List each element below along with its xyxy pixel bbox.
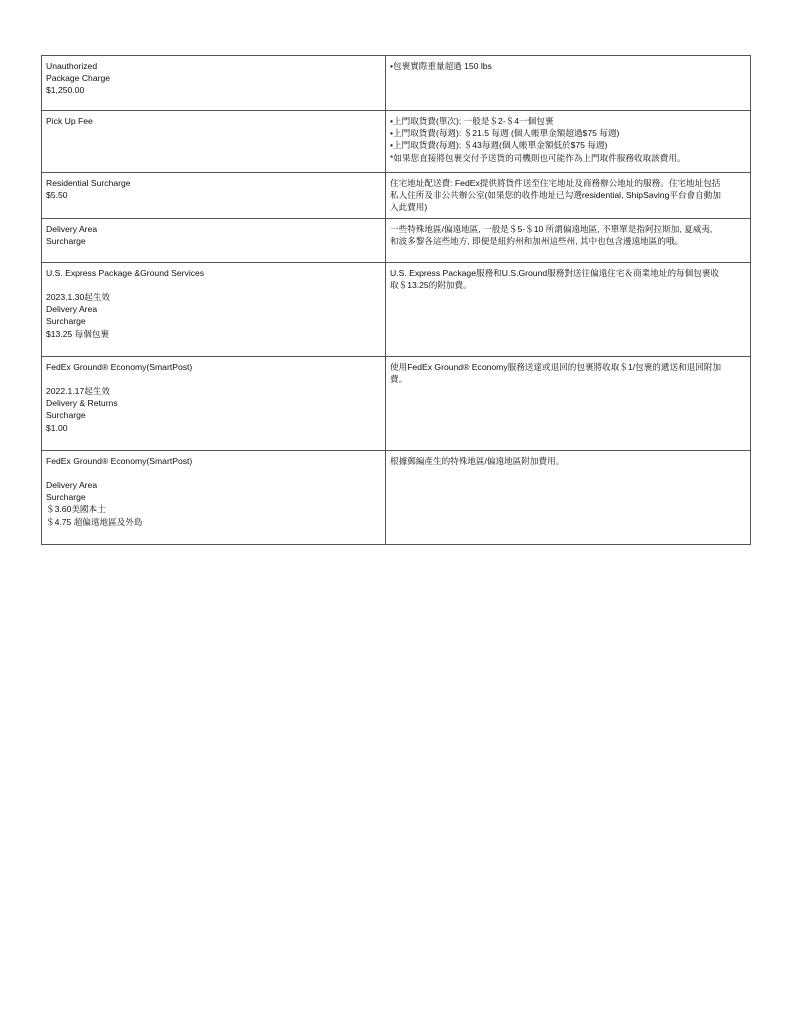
fee-name-line: Residential Surcharge: [46, 178, 131, 188]
fee-name-cell: [42, 450, 386, 544]
blank-line: [46, 373, 381, 385]
fee-description-cell: [386, 218, 751, 262]
fee-name-line: FedEx Ground® Economy(SmartPost): [46, 455, 193, 466]
fee-amount: $1.00: [46, 422, 68, 433]
effective-date: 2023.1.30起生效: [46, 292, 111, 302]
fee-amount: $1,250.00: [46, 85, 85, 96]
fee-amount: ＄4.75 超偏遠地區及外島: [46, 516, 143, 527]
table-row: [42, 262, 751, 356]
fee-description-line: 入此費用): [390, 202, 428, 213]
fee-description-line: 使用FedEx Ground® Economy服務送達或退回的包裹將收取＄1/包裹的遞送和退回附加: [390, 361, 722, 372]
fee-description-cell: [386, 356, 751, 450]
fee-description-line: •包裹實際重量超過 150 lbs: [390, 61, 492, 71]
fee-description-line: •上門取貨費(每週): ＄43每週(個人帳單金額低於$75 每週): [390, 140, 608, 151]
effective-date: 2022.1.17起生效: [46, 386, 111, 396]
fee-description-cell: [386, 262, 751, 356]
fee-description-cell: [386, 111, 751, 173]
fee-description-line: *如果您直接將包裹交付予送貨的司機則也可能作為上門取件服務收取該費用。: [390, 152, 686, 163]
fee-amount: ＄3.60美國本土: [46, 504, 106, 515]
blank-line: [46, 279, 381, 291]
fee-description-line: 住宅地址配送費: FedEx提供將貨件送至住宅地址及商務辦公地址的服務。住宅地址包括: [390, 178, 721, 188]
fee-name-line: Surcharge: [46, 235, 86, 246]
fee-description-cell: [386, 173, 751, 219]
fee-name-cell: [42, 111, 386, 173]
fee-name-line: FedEx Ground® Economy(SmartPost): [46, 361, 193, 372]
fee-name-line: Surcharge: [46, 492, 86, 503]
fee-name-line: Delivery Area: [46, 304, 98, 315]
table-row: [42, 111, 751, 173]
fee-description-line: 根據郵編產生的特殊地區/偏遠地區附加費用。: [390, 455, 565, 466]
fee-name-line: Surcharge: [46, 316, 86, 327]
table-row: [42, 356, 751, 450]
fee-name-line: U.S. Express Package &Ground Services: [46, 267, 205, 278]
fee-name-line: Package Charge: [46, 73, 111, 84]
fee-name-line: Delivery Area: [46, 480, 98, 490]
fee-name-line: Delivery & Returns: [46, 398, 118, 409]
blank-line: [46, 467, 381, 479]
fee-amount: $5.50: [46, 190, 68, 201]
fee-description-line: 和波多黎各這些地方, 即便是紐約州和加州這些州, 其中也包含邊遠地區的哦。: [390, 235, 684, 246]
fee-name-line: Surcharge: [46, 410, 86, 421]
fee-description-cell: [386, 450, 751, 544]
fee-description-line: •上門取貨費(單次): 一般是＄2-＄4一個包裹: [390, 116, 554, 126]
fee-description-line: 一些特殊地區/偏遠地區, 一般是＄5-＄10 所謂偏遠地區, 不單單是指阿拉斯加, 夏威夷,: [390, 223, 713, 234]
table-row: [42, 218, 751, 262]
fee-description-line: U.S. Express Package服務和U.S.Ground服務對送往偏遠住宅＆商業地址的每個包裹收: [390, 267, 720, 278]
fee-description-line: 費。: [390, 373, 408, 384]
fee-name-line: Delivery Area: [46, 223, 98, 234]
fee-amount: $13.25 每個包裹: [46, 328, 110, 339]
fee-name-cell: [42, 173, 386, 219]
fee-description-cell: [386, 56, 751, 111]
fee-name-cell: [42, 218, 386, 262]
surcharge-table: [41, 55, 751, 545]
fee-name-cell: [42, 356, 386, 450]
fee-name-line: Unauthorized: [46, 61, 98, 71]
fee-description-line: 取＄13.25的附加費。: [390, 279, 472, 290]
fee-description-line: •上門取貨費(每週): ＄21.5 每週 (個人帳單金額超過$75 每週): [390, 128, 620, 139]
table-row: [42, 450, 751, 544]
fee-name-cell: [42, 262, 386, 356]
table-row: [42, 56, 751, 111]
fee-description-line: 私人住所及非公共辦公室(如果您的收件地址已勾選residential, ShipSaving平台會自動加: [390, 190, 721, 201]
table-row: [42, 173, 751, 219]
fee-name-cell: [42, 56, 386, 111]
fee-name-line: Pick Up Fee: [46, 116, 93, 126]
